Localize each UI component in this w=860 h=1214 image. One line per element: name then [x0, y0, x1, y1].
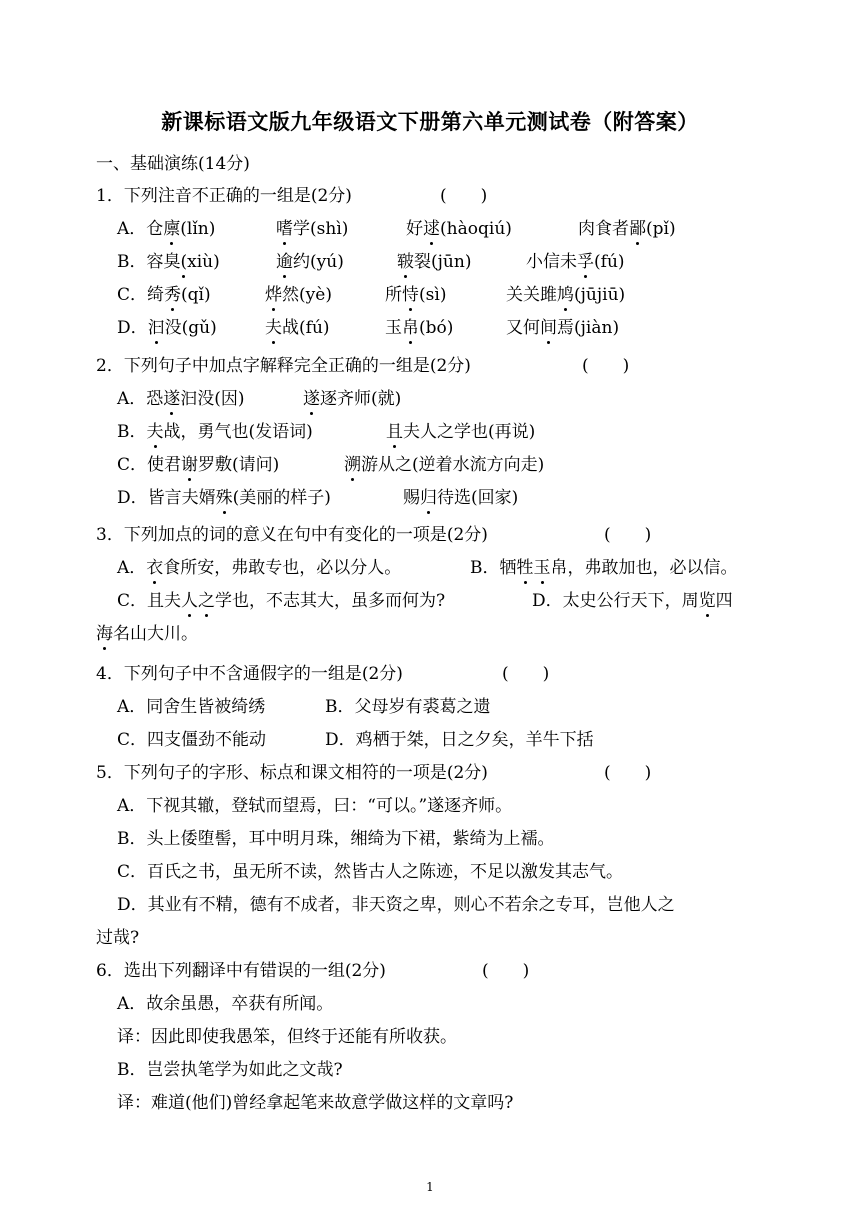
text-segment: 夫战(fú)	[265, 318, 330, 338]
text-segment: ( )	[440, 186, 488, 206]
emphasis-dot-char: 溯	[344, 455, 361, 475]
text-segment: 4．下列句子中不含通假字的一组是(2分)	[96, 664, 403, 684]
text-segment: 赐归待选(回家)	[403, 488, 519, 508]
emphasis-dot-char: 牲	[516, 558, 534, 578]
text-segment: 1．下列注音不正确的一组是(2分)	[96, 186, 352, 206]
text-segment: 3．下列加点的词的意义在句中有变化的一项是(2分)	[96, 525, 488, 545]
text-segment: D．鸡栖于桀，日之夕矣，羊牛下括	[325, 730, 594, 750]
emphasis-dot-char: 夫	[146, 422, 164, 442]
text-segment: 逾约(yú)	[276, 252, 344, 272]
emphasis-dot-char: 衣	[146, 558, 164, 578]
text-segment: A．仓廪(lǐn)	[117, 219, 216, 239]
text-segment: ( )	[582, 356, 630, 376]
text-segment: D．其业有不精，德有不成者，非天资之卑，则心不若余之专耳，岂他人之	[117, 895, 675, 915]
text-segment: 所恃(sì)	[385, 285, 447, 305]
emphasis-dot-char: 之	[198, 591, 216, 611]
emphasis-dot-char: 秀	[164, 285, 182, 305]
emphasis-dot-char: 谢	[181, 455, 199, 475]
emphasis-dot-char: 廪	[163, 219, 181, 239]
text-segment: 5．下列句子的字形、标点和课文相符的一项是(2分)	[96, 763, 488, 783]
text-segment: 译：难道(他们)曾经拿起笔来故意学做这样的文章吗?	[117, 1093, 514, 1113]
text-segment: 海名山大川。	[96, 624, 198, 644]
text-segment: 遂逐齐师(就)	[303, 389, 402, 409]
text-segment: 玉帛(bó)	[385, 318, 454, 338]
text-segment: B．父母岁有裘葛之遗	[325, 697, 491, 717]
text-segment: 又何间焉(jiàn)	[506, 318, 620, 338]
text-segment: 过哉?	[96, 928, 140, 948]
emphasis-dot-char: 间	[540, 318, 557, 338]
text-segment: A．恐遂汩没(因)	[117, 389, 245, 409]
emphasis-dot-char: 帛	[402, 318, 419, 338]
emphasis-dot-char: 鸠	[557, 285, 574, 305]
text-segment: C．且夫人之学也，不志其大，虽多而何为?	[117, 591, 446, 611]
emphasis-dot-char: 烨	[265, 285, 282, 305]
text-segment: 一、基础演练(14分)	[96, 154, 250, 174]
page-number: 1	[426, 1180, 434, 1194]
emphasis-dot-char: 汩	[147, 318, 165, 338]
emphasis-dot-char: 皲	[397, 252, 414, 272]
text-segment: ( )	[482, 961, 530, 981]
text-segment: 小信未孚(fú)	[526, 252, 625, 272]
emphasis-dot-char: 且	[386, 422, 403, 442]
emphasis-dot-char: 嗜	[276, 219, 293, 239]
text-segment: 好逑(hàoqiú)	[406, 219, 512, 239]
text-segment: 溯游从之(逆着水流方向走)	[344, 455, 545, 475]
text-segment: 关关雎鸠(jūjiū)	[506, 285, 626, 305]
emphasis-dot-char: 归	[420, 488, 437, 508]
text-segment: 烨然(yè)	[265, 285, 332, 305]
text-segment: 嗜学(shì)	[276, 219, 349, 239]
emphasis-dot-char: 逾	[276, 252, 293, 272]
text-segment: C．百氏之书，虽无所不读，然皆古人之陈迹，不足以激发其志气。	[117, 862, 624, 882]
page-title: 新课标语文版九年级语文下册第六单元测试卷（附答案）	[161, 110, 699, 134]
emphasis-dot-char: 恃	[402, 285, 419, 305]
text-segment: A．故余虽愚，卒获有所闻。	[117, 994, 334, 1014]
emphasis-dot-char: 遂	[163, 389, 181, 409]
emphasis-dot-char: 夫	[265, 318, 282, 338]
emphasis-dot-char: 览	[698, 591, 716, 611]
emphasis-dot-char: 海	[96, 624, 113, 644]
text-segment: C．四支僵劲不能动	[117, 730, 267, 750]
text-segment: A．下视其辙，登轼而望焉，曰：“可以。”遂逐齐师。	[117, 796, 513, 816]
emphasis-dot-char: 孚	[577, 252, 594, 272]
emphasis-dot-char: 逑	[423, 219, 440, 239]
emphasis-dot-char: 人	[181, 591, 199, 611]
emphasis-dot-char: 玉	[533, 558, 551, 578]
text-segment: 6．选出下列翻译中有错误的一组(2分)	[96, 961, 386, 981]
text-segment: 译：因此即使我愚笨，但终于还能有所收获。	[117, 1027, 457, 1047]
text-segment: ( )	[502, 664, 550, 684]
text-segment: C．使君谢罗敷(请问)	[117, 455, 280, 475]
text-segment: D．皆言夫婿殊(美丽的样子)	[117, 488, 331, 508]
emphasis-dot-char: 遂	[303, 389, 320, 409]
emphasis-dot-char: 鄙	[629, 219, 646, 239]
text-segment: A．同舍生皆被绮绣	[117, 697, 266, 717]
emphasis-dot-char: (	[180, 252, 188, 272]
text-segment: ( )	[604, 525, 652, 545]
text-segment: B．头上倭堕髻，耳中明月珠，缃绮为下裙，紫绮为上襦。	[117, 829, 555, 849]
emphasis-dot-char: 殊	[215, 488, 233, 508]
text-segment: A．衣食所安，弗敢专也，必以分人。	[117, 558, 402, 578]
text-segment: 且夫人之学也(再说)	[386, 422, 536, 442]
text-segment: D．汩没(gǔ)	[117, 318, 217, 338]
text-segment: B．岂尝执笔学为如此之文哉?	[117, 1060, 343, 1080]
text-segment: B．夫战，勇气也(发语词)	[117, 422, 313, 442]
text-segment: D．太史公行天下，周览四	[532, 591, 733, 611]
text-segment: C．绮秀(qǐ)	[117, 285, 211, 305]
text-segment: 皲裂(jūn)	[397, 252, 472, 272]
text-segment: ( )	[604, 763, 652, 783]
text-segment: B．牺牲玉帛，弗敢加也，必以信。	[470, 558, 738, 578]
text-segment: 肉食者鄙(pǐ)	[578, 219, 676, 239]
text-segment: 2．下列句子中加点字解释完全正确的一组是(2分)	[96, 356, 471, 376]
text-segment: B．容臭(xiù)	[117, 252, 220, 272]
